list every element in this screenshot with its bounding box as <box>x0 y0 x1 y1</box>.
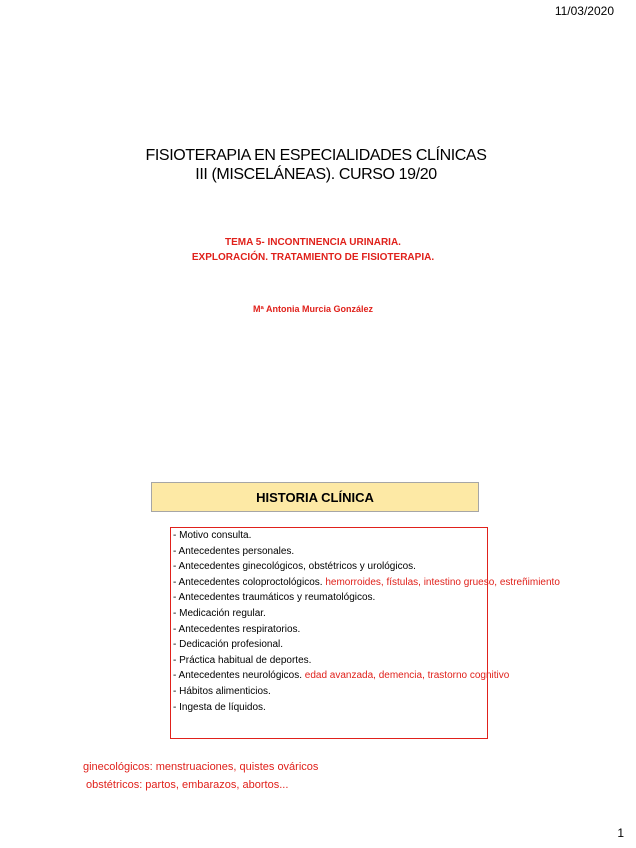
page-number: 1 <box>617 826 624 840</box>
list-item: - Ingesta de líquidos. <box>173 701 266 713</box>
annotation-note: edad avanzada, demencia, trastorno cognitivo <box>304 670 510 682</box>
list-item: - Dedicación profesional. <box>173 639 284 651</box>
slide-date: 11/03/2020 <box>554 4 614 18</box>
course-title-line-2: III (MISCELÁNEAS). CURSO 19/20 <box>195 166 437 183</box>
list-item: - Medicación regular. <box>173 607 266 619</box>
obstetric-note: obstétricos: partos, embarazos, abortos... <box>86 779 289 791</box>
list-item: - Antecedentes personales. <box>173 545 295 557</box>
topic-subtitle <box>120 235 506 265</box>
annotation-note: hemorroides, fístulas, intestino grueso, estreñimiento <box>325 576 560 588</box>
gynecological-note: ginecológicos: menstruaciones, quistes ováricos <box>83 761 319 773</box>
list-item: - Hábitos alimenticios. <box>173 685 271 697</box>
author-name: Mª Antonia Murcia González <box>252 304 373 314</box>
list-item: - Antecedentes ginecológicos, obstétricos y urológicos. <box>173 561 416 573</box>
topic-subtitle-line-2: EXPLORACIÓN. TRATAMIENTO DE FISIOTERAPIA. <box>191 252 435 263</box>
list-item: - Antecedentes traumáticos y reumatológicos. <box>173 592 376 604</box>
list-item: - Antecedentes respiratorios. <box>173 623 301 635</box>
course-title <box>0 146 632 184</box>
history-list <box>173 528 560 715</box>
section-heading-box <box>151 482 479 512</box>
list-item: - Motivo consulta. <box>173 530 252 541</box>
section-heading: HISTORIA CLÍNICA <box>256 489 374 505</box>
topic-subtitle-line-1: TEMA 5- INCONTINENCIA URINARIA. <box>225 237 401 248</box>
course-title-line-1: FISIOTERAPIA EN ESPECIALIDADES CLÍNICAS <box>145 147 487 164</box>
list-item: - Práctica habitual de deportes. <box>173 654 312 666</box>
list-item: - Antecedentes coloproctológicos. hemorroides, fístulas, intestino grueso, estreñimiento <box>173 576 560 588</box>
list-item: - Antecedentes neurológicos. edad avanzada, demencia, trastorno cognitivo <box>173 670 510 682</box>
